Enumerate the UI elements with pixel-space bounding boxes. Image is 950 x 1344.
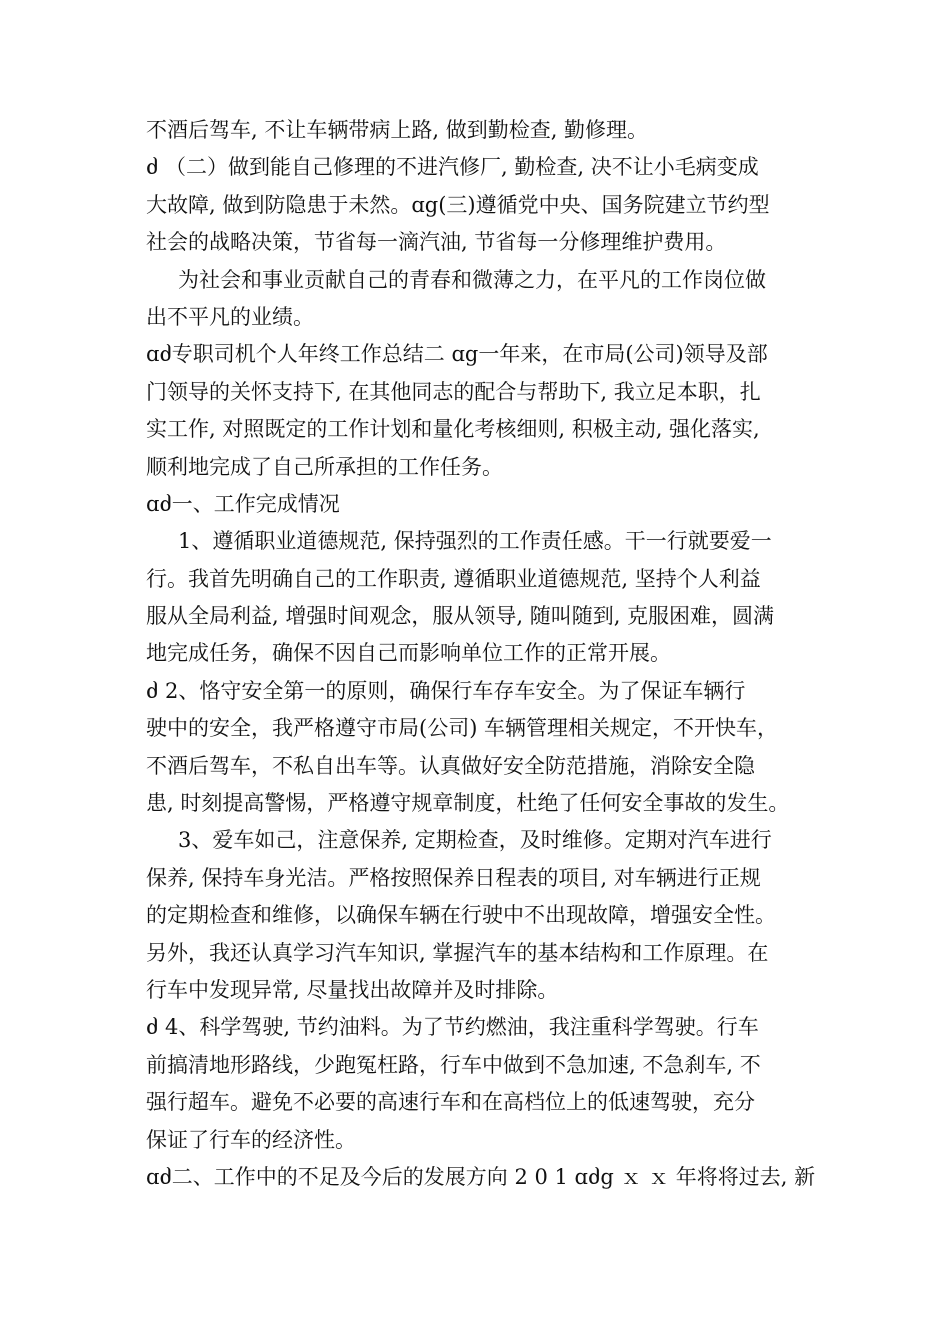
text-line: 实工作, 对照既定的工作计划和量化考核细则, 积极主动, 强化落实,: [146, 417, 760, 442]
text-line: 社会的战略决策，节省每一滴汽油, 节省每一分修理维护费用。: [146, 230, 727, 255]
text-line: 驶中的安全，我严格遵守市局(公司) 车辆管理相关规定，不开快车，: [146, 716, 779, 741]
text-line: 门领导的关怀支持下, 在其他同志的配合与帮助下, 我立足本职，扎: [146, 379, 761, 404]
text-line: 1、遵循职业道德规范, 保持强烈的工作责任感。干一行就要爱一: [178, 529, 772, 554]
document-body: [146, 112, 816, 1196]
text-line: 的定期检查和维修，以确保车辆在行驶中不出现故障，增强安全性。: [146, 903, 776, 928]
text-line: 保证了行车的经济性。: [146, 1127, 356, 1152]
text-line: 顺利地完成了自己所承担的工作任务。: [146, 454, 503, 479]
text-line: 行。我首先明确自己的工作职责, 遵循职业道德规范, 坚持个人利益: [146, 566, 761, 591]
text-line: 另外，我还认真学习汽车知识, 掌握汽车的基本结构和工作原理。在: [146, 940, 769, 965]
text-line: 3、爱车如己，注意保养, 定期检查，及时维修。定期对汽车进行: [178, 828, 772, 853]
text-line: ძ （二）做到能自己修理的不进汽修厂, 勤检查, 决不让小毛病变成: [146, 155, 759, 180]
text-line: 不酒后驾车, 不让车辆带病上路, 做到勤检查, 勤修理。: [146, 118, 649, 142]
text-line: 服从全局利益, 增强时间观念，服从领导, 随叫随到, 克服困难，圆满: [146, 604, 775, 629]
text-line: 患, 时刻提高警惕，严格遵守规章制度，杜绝了任何安全事故的发生。: [146, 791, 790, 816]
text-line: 不酒后驾车，不私自出车等。认真做好安全防范措施，消除安全隐: [146, 753, 755, 778]
text-line: 保养, 保持车身光洁。严格按照保养日程表的项目, 对车辆进行正规: [146, 865, 761, 890]
text-line: 为社会和事业贡献自己的青春和微薄之力，在平凡的工作岗位做: [178, 267, 766, 292]
text-line: 前搞清地形路线，少跑冤枉路，行车中做到不急加速, 不急刹车, 不: [146, 1052, 761, 1077]
text-line: 行车中发现异常, 尽量找出故障并及时排除。: [146, 977, 559, 1002]
text-line: ɑძ一、工作完成情况: [146, 491, 340, 516]
text-line: 出不平凡的业绩。: [146, 304, 314, 329]
text-line: ძ 2、恪守安全第一的原则，确保行车存车安全。为了保证车辆行: [146, 678, 746, 703]
text-line: 地完成任务，确保不因自己而影响单位工作的正常开展。: [146, 641, 671, 666]
text-line: ɑძ二、工作中的不足及今后的发展方向 2 0 1 ɑძg ｘ ｘ 年将将过去, 新: [146, 1164, 816, 1189]
text-line: 强行超车。避免不必要的高速行车和在高档位上的低速驾驶，充分: [146, 1090, 755, 1115]
text-line: ძ 4、科学驾驶, 节约油料。为了节约燃油，我注重科学驾驶。行车: [146, 1015, 759, 1040]
text-line: 大故障, 做到防隐患于未然。ɑg(三)遵循党中央、国务院建立节约型: [146, 192, 770, 217]
text-line: ɑძ专职司机个人年终工作总结二 ɑg一年来，在市局(公司)领导及部: [146, 342, 768, 367]
